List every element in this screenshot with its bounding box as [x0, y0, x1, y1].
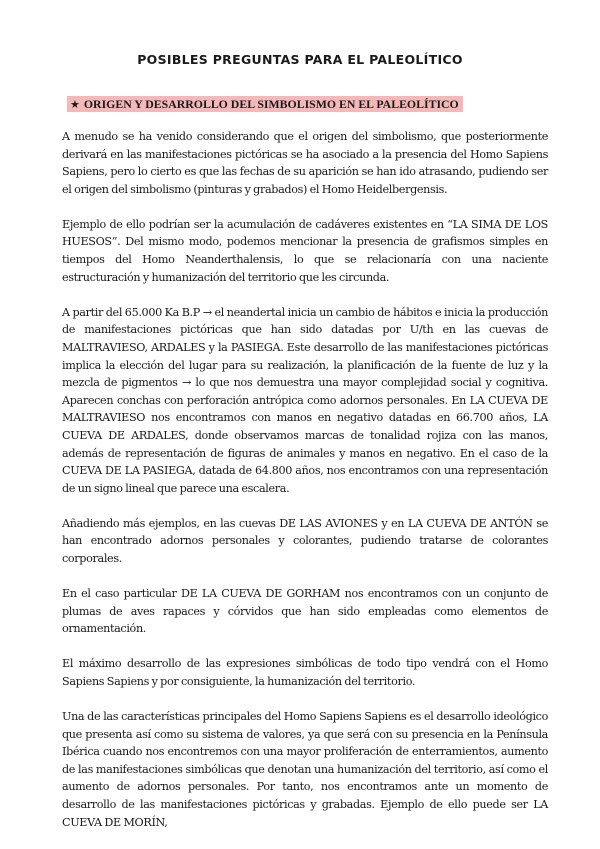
paragraph: En el caso particular DE LA CUEVA DE GORHAM nos encontramos con un conjunto de plumas de aves rapaces y córvidos que han sido empleadas como elementos de ornamentación. [62, 587, 548, 636]
paragraph: A partir del 65.000 Ka B.P → el neandertal inicia un cambio de hábitos e inicia la producción de manifestaciones pictóricas que han sido datadas por U/th en las cuevas de MALTRAVIESO, ARDALES y la PASIEGA. Este desarrollo de las manifestaciones pictóricas implica la elección del lugar para su realización, la planificación de la fuente de luz y la mezcla de pigmentos → lo que nos demuestra una mayor complejidad social y cognitiva. Aparecen conchas con perforación antrópica como adornos personales. En LA CUEVA DE MALTRAVIESO nos encontramos con manos en negativo datadas en 66.700 años, LA CUEVA DE ARDALES, donde observamos marcas de tonalidad rojiza con las manos, además de representación de figuras de animales y manos en negativo. En el caso de la CUEVA DE LA PASIEGA, datada de 64.800 años, nos encontramos con una representación de un signo lineal que parece una escalera. [62, 305, 548, 495]
paragraph: Ejemplo de ello podrían ser la acumulación de cadáveres existentes en “LA SIMA DE LOS HUESOS”. Del mismo modo, podemos mencionar la presencia de grafismos simples en tiempos del Homo Neanderthalensis, lo que se relacionaría con una naciente estructuración y humanización del territorio que les circunda. [62, 217, 548, 284]
paragraph: El máximo desarrollo de las expresiones simbólicas de todo tipo vendrá con el Homo Sapiens Sapiens y por consiguiente, la humanización del territorio. [62, 657, 548, 688]
star-icon: ★ [70, 98, 80, 111]
paragraph: A menudo se ha venido considerando que el origen del simbolismo, que posteriormente derivará en las manifestaciones pictóricas se ha asociado a la presencia del Homo Sapiens Sapiens, pero lo cierto es que las fechas de su aparición se han ido atrasando, pudiendo ser el origen del simbolismo (pinturas y grabados) el Homo Heidelbergensis. [62, 130, 548, 196]
document-body [62, 128, 548, 849]
document-title: POSIBLES PREGUNTAS PARA EL PALEOLÍTICO [137, 52, 463, 67]
paragraph: Añadiendo más ejemplos, en las cuevas DE LAS AVIONES y en LA CUEVA DE ANTÓN se han encontrado adornos personales y colorantes, pudiendo tratarse de colorantes corporales. [62, 516, 548, 565]
section-heading [67, 96, 463, 112]
paragraph: Una de las características principales del Homo Sapiens Sapiens es el desarrollo ideológico que presenta así como su sistema de valores, ya que será con su presencia en la Península Ibérica cuando nos encontremos con una mayor proliferación de enterramientos, aumento de las manifestaciones simbólicas que denotan una humanización del territorio, así como el aumento de adornos personales. Por tanto, nos encontramos ante un momento de desarrollo de las manifestaciones pictóricas y grabadas. Ejemplo de ello puede ser LA CUEVA DE MORÍN, [62, 710, 548, 829]
section-heading-text: ORIGEN Y DESARROLLO DEL SIMBOLISMO EN EL PALEOLÍTICO [83, 97, 459, 111]
